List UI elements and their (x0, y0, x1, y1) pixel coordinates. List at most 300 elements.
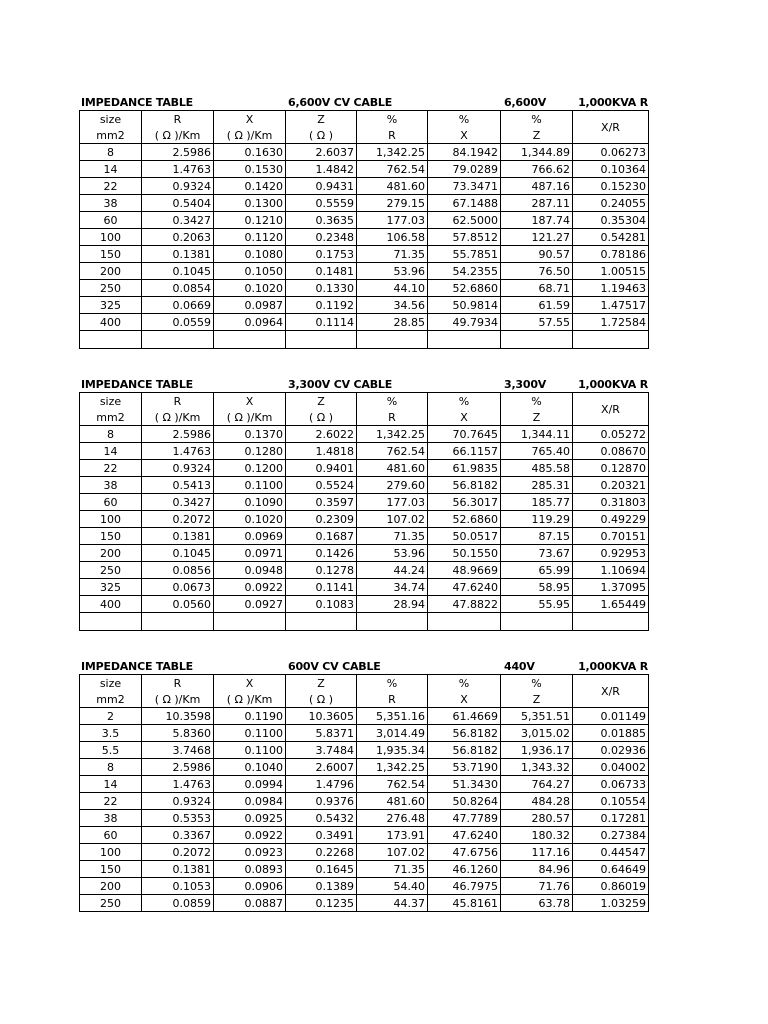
impedance-table-6600v (79, 94, 648, 349)
header-x: X (214, 675, 286, 692)
cell-x-over-r: 0.27384 (573, 827, 649, 844)
cell-r-ohm-km: 0.0559 (142, 314, 214, 331)
table-row (80, 263, 649, 280)
cell-x-over-r: 1.65449 (573, 596, 649, 613)
cell-r-ohm-km: 2.5986 (142, 426, 214, 443)
cell-pct-x: 47.6240 (428, 827, 501, 844)
header-size-unit: mm2 (80, 409, 142, 426)
cell-z-ohm: 0.9431 (286, 178, 357, 195)
cell-size: 250 (80, 895, 142, 912)
cell-x-ohm-km: 0.1100 (214, 477, 286, 494)
header-row (80, 111, 649, 128)
header-pct-r-sign: % (357, 393, 428, 410)
cable-type: 6,600V CV CABLE (288, 96, 393, 109)
cell-z-ohm: 1.4796 (286, 776, 357, 793)
header-pct-x: X (428, 691, 501, 708)
header-r-unit: ( Ω )/Km (142, 127, 214, 144)
cell-x-over-r: 0.70151 (573, 528, 649, 545)
cell-pct-z: 73.67 (501, 545, 573, 562)
cell-pct-z: 55.95 (501, 596, 573, 613)
cell-z-ohm: 5.8371 (286, 725, 357, 742)
cell-z-ohm: 0.1083 (286, 596, 357, 613)
cell-r-ohm-km: 0.1053 (142, 878, 214, 895)
header-pct-x: X (428, 127, 501, 144)
table-row (80, 844, 649, 861)
header-pct-r: R (357, 409, 428, 426)
cell-size: 200 (80, 878, 142, 895)
cell-z-ohm: 0.1235 (286, 895, 357, 912)
header-row (80, 409, 649, 426)
cell-pct-x: 48.9669 (428, 562, 501, 579)
header-pct-r: R (357, 127, 428, 144)
cell-size: 60 (80, 494, 142, 511)
cell-z-ohm: 0.1753 (286, 246, 357, 263)
cable-type: 600V CV CABLE (288, 660, 381, 673)
cell-pct-x: 84.1942 (428, 144, 501, 161)
cell-pct-x: 66.1157 (428, 443, 501, 460)
cell-x-over-r: 0.64649 (573, 861, 649, 878)
table-row (80, 810, 649, 827)
cell-pct-r: 28.94 (357, 596, 428, 613)
table-row (80, 443, 649, 460)
cell-pct-x: 73.3471 (428, 178, 501, 195)
cell-pct-z: 487.16 (501, 178, 573, 195)
header-z-unit: ( Ω ) (286, 127, 357, 144)
blank-cell (428, 331, 501, 349)
table-caption (79, 94, 648, 110)
cell-x-ohm-km: 0.1280 (214, 443, 286, 460)
cell-pct-z: 121.27 (501, 229, 573, 246)
cell-pct-r: 762.54 (357, 161, 428, 178)
header-x: X (214, 111, 286, 128)
impedance-grid (79, 674, 649, 912)
cell-x-ohm-km: 0.1200 (214, 460, 286, 477)
header-pct-z: Z (501, 409, 573, 426)
cell-pct-r: 481.60 (357, 178, 428, 195)
cell-size: 400 (80, 596, 142, 613)
cell-r-ohm-km: 1.4763 (142, 776, 214, 793)
cell-z-ohm: 2.6022 (286, 426, 357, 443)
cell-pct-r: 106.58 (357, 229, 428, 246)
cell-pct-r: 53.96 (357, 263, 428, 280)
table-row (80, 426, 649, 443)
cell-pct-r: 71.35 (357, 528, 428, 545)
cell-pct-r: 279.60 (357, 477, 428, 494)
cell-pct-z: 5,351.51 (501, 708, 573, 725)
cell-x-ohm-km: 0.0987 (214, 297, 286, 314)
table-row (80, 280, 649, 297)
header-x-unit: ( Ω )/Km (214, 127, 286, 144)
cell-pct-z: 1,936.17 (501, 742, 573, 759)
table-row (80, 861, 649, 878)
cell-x-over-r: 1.10694 (573, 562, 649, 579)
cell-pct-r: 3,014.49 (357, 725, 428, 742)
cell-pct-r: 71.35 (357, 246, 428, 263)
cell-pct-x: 46.7975 (428, 878, 501, 895)
blank-cell (501, 613, 573, 631)
table-row (80, 229, 649, 246)
cell-pct-z: 117.16 (501, 844, 573, 861)
cell-pct-x: 56.3017 (428, 494, 501, 511)
cell-size: 22 (80, 178, 142, 195)
cell-x-ohm-km: 0.0922 (214, 827, 286, 844)
table-row (80, 596, 649, 613)
cell-pct-x: 62.5000 (428, 212, 501, 229)
cell-r-ohm-km: 2.5986 (142, 759, 214, 776)
table-row (80, 708, 649, 725)
blank-cell (573, 613, 649, 631)
header-pct-r-sign: % (357, 675, 428, 692)
header-r: R (142, 393, 214, 410)
cell-x-ohm-km: 0.1420 (214, 178, 286, 195)
cell-size: 100 (80, 229, 142, 246)
cell-pct-r: 54.40 (357, 878, 428, 895)
cell-x-over-r: 0.01149 (573, 708, 649, 725)
cell-pct-x: 52.6860 (428, 280, 501, 297)
cell-x-over-r: 0.05272 (573, 426, 649, 443)
cell-z-ohm: 0.1114 (286, 314, 357, 331)
header-x-over-r: X/R (573, 111, 649, 144)
cell-z-ohm: 1.4842 (286, 161, 357, 178)
cell-x-over-r: 0.86019 (573, 878, 649, 895)
cell-pct-r: 44.10 (357, 280, 428, 297)
cell-x-ohm-km: 0.1090 (214, 494, 286, 511)
cell-pct-z: 3,015.02 (501, 725, 573, 742)
cell-size: 400 (80, 314, 142, 331)
cell-pct-r: 53.96 (357, 545, 428, 562)
cell-size: 14 (80, 443, 142, 460)
cell-r-ohm-km: 0.3427 (142, 494, 214, 511)
cell-r-ohm-km: 10.3598 (142, 708, 214, 725)
cell-r-ohm-km: 0.1381 (142, 861, 214, 878)
cell-pct-r: 173.91 (357, 827, 428, 844)
cell-z-ohm: 0.1278 (286, 562, 357, 579)
cell-r-ohm-km: 0.1381 (142, 246, 214, 263)
cell-pct-x: 47.6756 (428, 844, 501, 861)
cell-pct-z: 185.77 (501, 494, 573, 511)
table-row (80, 528, 649, 545)
cell-pct-z: 68.71 (501, 280, 573, 297)
cell-pct-r: 107.02 (357, 844, 428, 861)
cell-pct-x: 49.7934 (428, 314, 501, 331)
cell-x-ohm-km: 0.0964 (214, 314, 286, 331)
cell-x-over-r: 0.06733 (573, 776, 649, 793)
cell-x-ohm-km: 0.0906 (214, 878, 286, 895)
header-r-unit: ( Ω )/Km (142, 409, 214, 426)
cell-pct-x: 56.8182 (428, 725, 501, 742)
cell-x-over-r: 0.15230 (573, 178, 649, 195)
cell-x-over-r: 0.06273 (573, 144, 649, 161)
cell-size: 200 (80, 263, 142, 280)
table-title: IMPEDANCE TABLE (81, 378, 193, 391)
header-r: R (142, 675, 214, 692)
cell-pct-z: 1,343.32 (501, 759, 573, 776)
cell-pct-r: 762.54 (357, 443, 428, 460)
cell-pct-r: 107.02 (357, 511, 428, 528)
cell-x-over-r: 0.08670 (573, 443, 649, 460)
cell-x-over-r: 0.02936 (573, 742, 649, 759)
cell-x-ohm-km: 0.1370 (214, 426, 286, 443)
impedance-grid (79, 110, 649, 349)
table-row (80, 579, 649, 596)
cell-size: 150 (80, 861, 142, 878)
table-row (80, 742, 649, 759)
cell-pct-x: 50.8264 (428, 793, 501, 810)
cell-x-over-r: 1.72584 (573, 314, 649, 331)
blank-cell (357, 613, 428, 631)
blank-cell (214, 613, 286, 631)
cell-x-ohm-km: 0.0887 (214, 895, 286, 912)
cell-x-ohm-km: 0.1040 (214, 759, 286, 776)
header-size: size (80, 675, 142, 692)
table-row (80, 878, 649, 895)
cell-x-over-r: 1.37095 (573, 579, 649, 596)
table-row (80, 562, 649, 579)
header-z: Z (286, 393, 357, 410)
cell-pct-z: 76.50 (501, 263, 573, 280)
cell-r-ohm-km: 5.8360 (142, 725, 214, 742)
header-pct-z-sign: % (501, 111, 573, 128)
cell-pct-x: 55.7851 (428, 246, 501, 263)
header-pct-x: X (428, 409, 501, 426)
cell-r-ohm-km: 0.1045 (142, 263, 214, 280)
cell-pct-z: 485.58 (501, 460, 573, 477)
header-pct-z: Z (501, 127, 573, 144)
cell-x-over-r: 0.78186 (573, 246, 649, 263)
cell-pct-z: 84.96 (501, 861, 573, 878)
blank-cell (142, 613, 214, 631)
cell-x-over-r: 0.49229 (573, 511, 649, 528)
cell-r-ohm-km: 0.0854 (142, 280, 214, 297)
cell-x-over-r: 0.54281 (573, 229, 649, 246)
table-row (80, 314, 649, 331)
header-size: size (80, 111, 142, 128)
cell-size: 2 (80, 708, 142, 725)
cell-pct-r: 44.37 (357, 895, 428, 912)
cell-z-ohm: 0.3491 (286, 827, 357, 844)
cell-z-ohm: 0.9401 (286, 460, 357, 477)
cell-pct-r: 1,342.25 (357, 426, 428, 443)
cell-pct-r: 1,935.34 (357, 742, 428, 759)
cell-pct-z: 65.99 (501, 562, 573, 579)
cell-size: 8 (80, 144, 142, 161)
cell-pct-r: 5,351.16 (357, 708, 428, 725)
table-title: IMPEDANCE TABLE (81, 660, 193, 673)
cell-pct-x: 51.3430 (428, 776, 501, 793)
cell-x-over-r: 0.31803 (573, 494, 649, 511)
cell-pct-r: 177.03 (357, 212, 428, 229)
cell-size: 250 (80, 562, 142, 579)
cell-z-ohm: 0.5524 (286, 477, 357, 494)
cell-size: 150 (80, 528, 142, 545)
cell-x-over-r: 0.44547 (573, 844, 649, 861)
table-title: IMPEDANCE TABLE (81, 96, 193, 109)
table-row (80, 144, 649, 161)
cell-z-ohm: 0.1192 (286, 297, 357, 314)
cell-x-over-r: 0.17281 (573, 810, 649, 827)
cell-x-ohm-km: 0.1020 (214, 280, 286, 297)
cell-z-ohm: 0.3635 (286, 212, 357, 229)
header-size: size (80, 393, 142, 410)
cell-pct-z: 287.11 (501, 195, 573, 212)
table-row (80, 725, 649, 742)
table-row (80, 895, 649, 912)
cell-pct-r: 276.48 (357, 810, 428, 827)
cell-x-ohm-km: 0.1100 (214, 725, 286, 742)
cell-r-ohm-km: 0.5413 (142, 477, 214, 494)
cell-x-over-r: 1.03259 (573, 895, 649, 912)
cell-size: 22 (80, 460, 142, 477)
cell-pct-r: 1,342.25 (357, 759, 428, 776)
impedance-table-600v (79, 658, 648, 912)
header-pct-r: R (357, 691, 428, 708)
table-row (80, 195, 649, 212)
cell-pct-z: 119.29 (501, 511, 573, 528)
cell-size: 250 (80, 280, 142, 297)
voltage-label: 3,300V (504, 378, 547, 391)
cell-pct-z: 57.55 (501, 314, 573, 331)
kva-label: 1,000KVA R (578, 660, 648, 673)
cell-pct-r: 481.60 (357, 793, 428, 810)
cell-z-ohm: 0.1330 (286, 280, 357, 297)
header-z-unit: ( Ω ) (286, 409, 357, 426)
cell-size: 22 (80, 793, 142, 810)
table-row (80, 494, 649, 511)
voltage-label: 6,600V (504, 96, 547, 109)
cell-r-ohm-km: 0.3427 (142, 212, 214, 229)
cell-r-ohm-km: 0.2063 (142, 229, 214, 246)
cell-size: 38 (80, 195, 142, 212)
cell-pct-x: 56.8182 (428, 742, 501, 759)
cell-size: 60 (80, 827, 142, 844)
cell-x-over-r: 0.92953 (573, 545, 649, 562)
header-pct-z-sign: % (501, 393, 573, 410)
cell-r-ohm-km: 0.5353 (142, 810, 214, 827)
cell-pct-r: 44.24 (357, 562, 428, 579)
header-x-over-r: X/R (573, 675, 649, 708)
cell-pct-r: 28.85 (357, 314, 428, 331)
cell-size: 100 (80, 511, 142, 528)
cell-r-ohm-km: 1.4763 (142, 443, 214, 460)
cell-x-ohm-km: 0.0893 (214, 861, 286, 878)
cell-size: 8 (80, 426, 142, 443)
cell-pct-z: 63.78 (501, 895, 573, 912)
cell-pct-z: 765.40 (501, 443, 573, 460)
cell-pct-x: 50.0517 (428, 528, 501, 545)
cell-size: 325 (80, 297, 142, 314)
cell-x-ohm-km: 0.1210 (214, 212, 286, 229)
cell-pct-z: 58.95 (501, 579, 573, 596)
table-row (80, 827, 649, 844)
cell-z-ohm: 0.1426 (286, 545, 357, 562)
blank-cell (80, 331, 142, 349)
cell-pct-x: 53.7190 (428, 759, 501, 776)
table-row (80, 212, 649, 229)
cell-r-ohm-km: 1.4763 (142, 161, 214, 178)
cell-pct-x: 47.7789 (428, 810, 501, 827)
cell-z-ohm: 2.6037 (286, 144, 357, 161)
cell-pct-r: 762.54 (357, 776, 428, 793)
cell-pct-z: 87.15 (501, 528, 573, 545)
cell-z-ohm: 0.1389 (286, 878, 357, 895)
cell-x-ohm-km: 0.0971 (214, 545, 286, 562)
cell-size: 5.5 (80, 742, 142, 759)
cell-x-ohm-km: 0.0925 (214, 810, 286, 827)
cell-pct-x: 56.8182 (428, 477, 501, 494)
cell-x-over-r: 0.24055 (573, 195, 649, 212)
cell-pct-z: 280.57 (501, 810, 573, 827)
blank-cell (357, 331, 428, 349)
cell-x-ohm-km: 0.0994 (214, 776, 286, 793)
cell-r-ohm-km: 0.3367 (142, 827, 214, 844)
table-row (80, 776, 649, 793)
cell-x-ohm-km: 0.0927 (214, 596, 286, 613)
cell-pct-z: 90.57 (501, 246, 573, 263)
header-r: R (142, 111, 214, 128)
cell-r-ohm-km: 3.7468 (142, 742, 214, 759)
cell-r-ohm-km: 0.2072 (142, 511, 214, 528)
cell-pct-x: 47.6240 (428, 579, 501, 596)
header-x-over-r: X/R (573, 393, 649, 426)
cell-pct-x: 54.2355 (428, 263, 501, 280)
cell-x-over-r: 0.35304 (573, 212, 649, 229)
cell-pct-r: 71.35 (357, 861, 428, 878)
cell-z-ohm: 10.3605 (286, 708, 357, 725)
cell-z-ohm: 1.4818 (286, 443, 357, 460)
blank-cell (80, 613, 142, 631)
cell-pct-z: 1,344.89 (501, 144, 573, 161)
header-r-unit: ( Ω )/Km (142, 691, 214, 708)
cell-z-ohm: 0.1141 (286, 579, 357, 596)
cell-size: 8 (80, 759, 142, 776)
cell-pct-x: 61.4669 (428, 708, 501, 725)
voltage-label: 440V (504, 660, 535, 673)
cell-z-ohm: 0.9376 (286, 793, 357, 810)
cell-x-over-r: 0.12870 (573, 460, 649, 477)
cable-type: 3,300V CV CABLE (288, 378, 393, 391)
table-row (80, 759, 649, 776)
table-row (80, 460, 649, 477)
cell-size: 100 (80, 844, 142, 861)
table-row (80, 793, 649, 810)
cell-z-ohm: 0.1687 (286, 528, 357, 545)
cell-x-ohm-km: 0.0923 (214, 844, 286, 861)
header-size-unit: mm2 (80, 127, 142, 144)
cell-size: 14 (80, 776, 142, 793)
cell-pct-x: 52.6860 (428, 511, 501, 528)
cell-z-ohm: 3.7484 (286, 742, 357, 759)
cell-r-ohm-km: 0.9324 (142, 460, 214, 477)
cell-r-ohm-km: 0.0560 (142, 596, 214, 613)
cell-x-over-r: 0.20321 (573, 477, 649, 494)
header-x: X (214, 393, 286, 410)
kva-label: 1,000KVA R (578, 96, 648, 109)
cell-pct-r: 481.60 (357, 460, 428, 477)
cell-pct-x: 50.9814 (428, 297, 501, 314)
table-row (80, 246, 649, 263)
cell-pct-z: 285.31 (501, 477, 573, 494)
cell-pct-z: 764.27 (501, 776, 573, 793)
cell-r-ohm-km: 0.0859 (142, 895, 214, 912)
blank-cell (142, 331, 214, 349)
blank-cell (214, 331, 286, 349)
cell-x-ohm-km: 0.0984 (214, 793, 286, 810)
cell-pct-z: 1,344.11 (501, 426, 573, 443)
cell-x-over-r: 0.04002 (573, 759, 649, 776)
cell-pct-x: 46.1260 (428, 861, 501, 878)
cell-x-ohm-km: 0.1630 (214, 144, 286, 161)
blank-row (80, 331, 649, 349)
